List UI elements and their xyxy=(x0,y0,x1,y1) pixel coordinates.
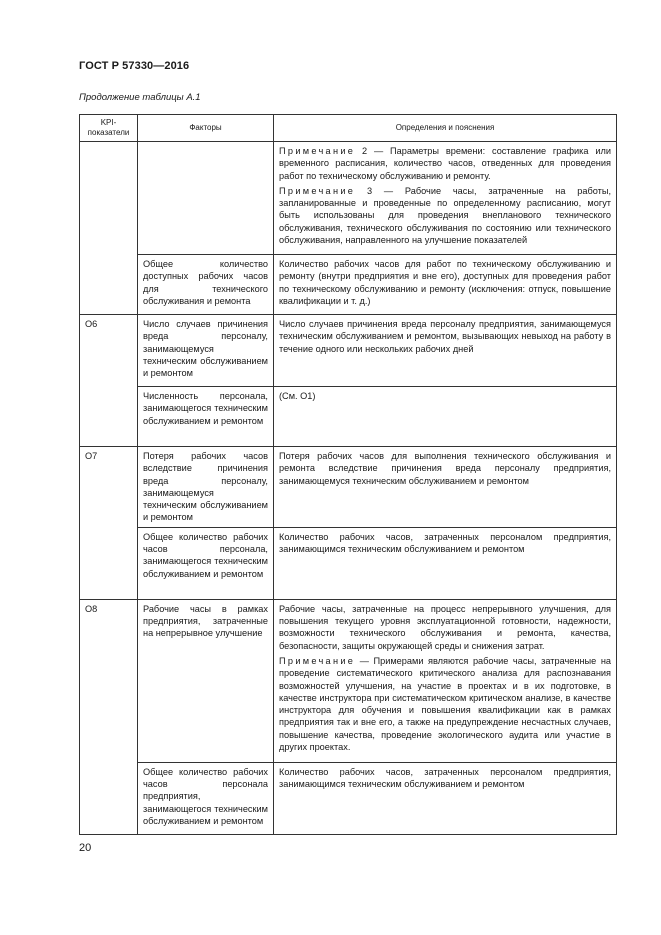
table-row xyxy=(80,315,617,387)
note-paragraph xyxy=(279,185,611,246)
column-header-kpi: KPI-показатели xyxy=(80,115,138,142)
column-header-definitions: Определения и пояснения xyxy=(274,115,617,142)
note-label: Примечание xyxy=(279,655,356,666)
table-row xyxy=(80,527,617,599)
note-text: 2 — Параметры времени: составление графика или временного расписания, количество часов, отведенных для проведения работ по техническому обслуживанию и ремонту. xyxy=(279,146,611,181)
note-label: Примечание xyxy=(279,146,356,156)
definition-cell: Число случаев причинения вреда персоналу предприятия, занимающемуся техническим обслуживанием и ремонтом, вызывающих невыход на работу в течение одного или нескольких рабочих дней xyxy=(274,315,617,387)
table-row xyxy=(80,387,617,447)
note-paragraph xyxy=(279,655,611,753)
definition-cell: Количество рабочих часов, затраченных персоналом предприятия, занимающимся техническим обслуживанием и ремонтом xyxy=(274,762,617,834)
kpi-code: О6 xyxy=(80,315,138,447)
definition-cell: (См. О1) xyxy=(274,387,617,447)
definition-cell: Количество рабочих часов для работ по техническому обслуживанию и ремонту (внутри предприятия и вне его), доступных для проведения работ по техническому обслуживанию и ремонту (исключения: отпуск, повышение квалификации и т. д.) xyxy=(274,255,617,315)
factor-cell: Рабочие часы в рамках предприятия, затраченные на непрерывное улучшение xyxy=(138,599,274,762)
definition-paragraph: Рабочие часы, затраченные на процесс непрерывного улучшения, для повышения текущего уровня эксплуатационной готовности, надежности, возможности технического обслуживания и ремонта, качества, безопасности, защиты окружающей среды и снижения затрат. xyxy=(279,603,611,651)
factor-cell: Потеря рабочих часов вследствие причинения вреда персоналу, занимающемуся техническим обслуживанием и ремонтом xyxy=(138,447,274,528)
definition-cell xyxy=(274,142,617,255)
page-number: 20 xyxy=(79,842,92,854)
note-text: 3 — Рабочие часы, затраченные на работы, запланированные и проведенные по определенному расписанию, могут быть использованы для проведения внепланового технического обслуживания, технического обслуживания по состоянию или технического обслуживания, направленного на улучшение показателей xyxy=(279,185,611,246)
kpi-code: О8 xyxy=(80,599,138,834)
table-row xyxy=(80,255,617,315)
factor-cell: Число случаев причинения вреда персоналу, занимающемуся техническим обслуживанием и ремонтом xyxy=(138,315,274,387)
table-header-row xyxy=(80,115,617,142)
factor-cell xyxy=(138,142,274,255)
definition-cell xyxy=(274,599,617,762)
factor-cell: Общее количество рабочих часов персонала, занимающегося техническим обслуживанием и ремонтом xyxy=(138,527,274,599)
note-paragraph xyxy=(279,145,611,182)
note-label: Примечание xyxy=(279,185,356,196)
kpi-code: О7 xyxy=(80,447,138,600)
table-caption: Продолжение таблицы А.1 xyxy=(79,92,201,103)
kpi-cell xyxy=(80,142,138,315)
table-row xyxy=(80,762,617,834)
table-row xyxy=(80,599,617,762)
column-header-factors: Факторы xyxy=(138,115,274,142)
definition-cell: Потеря рабочих часов для выполнения технического обслуживания и ремонта вследствие причинения вреда персоналу предприятия, занимающемуся техническим обслуживанием и ремонтом xyxy=(274,447,617,528)
kpi-table xyxy=(79,114,617,835)
definition-cell: Количество рабочих часов, затраченных персоналом предприятия, занимающимся техническим обслуживанием и ремонтом xyxy=(274,527,617,599)
table-row xyxy=(80,142,617,255)
factor-cell: Общее количество доступных рабочих часов для технического обслуживания и ремонта xyxy=(138,255,274,315)
standard-header: ГОСТ Р 57330—2016 xyxy=(79,60,190,72)
note-text: — Примерами являются рабочие часы, затраченные на проведение систематического критического анализа для распознавания возможностей улучшения, на участие в проектах и в их подготовке, в качестве инструктора при систематическом критическом анализе, в качестве инструктора для обучения и повышения квалификации как в рамках предприятия так и вне его, а также на предупреждение несчастных случаев, повышение качества, проведение экологического аудита или участие в других проектах. xyxy=(279,655,611,753)
table-row xyxy=(80,447,617,528)
factor-cell: Общее количество рабочих часов персонала предприятия, занимающегося техническим обслуживанием и ремонтом xyxy=(138,762,274,834)
factor-cell: Численность персонала, занимающегося техническим обслуживанием и ремонтом xyxy=(138,387,274,447)
